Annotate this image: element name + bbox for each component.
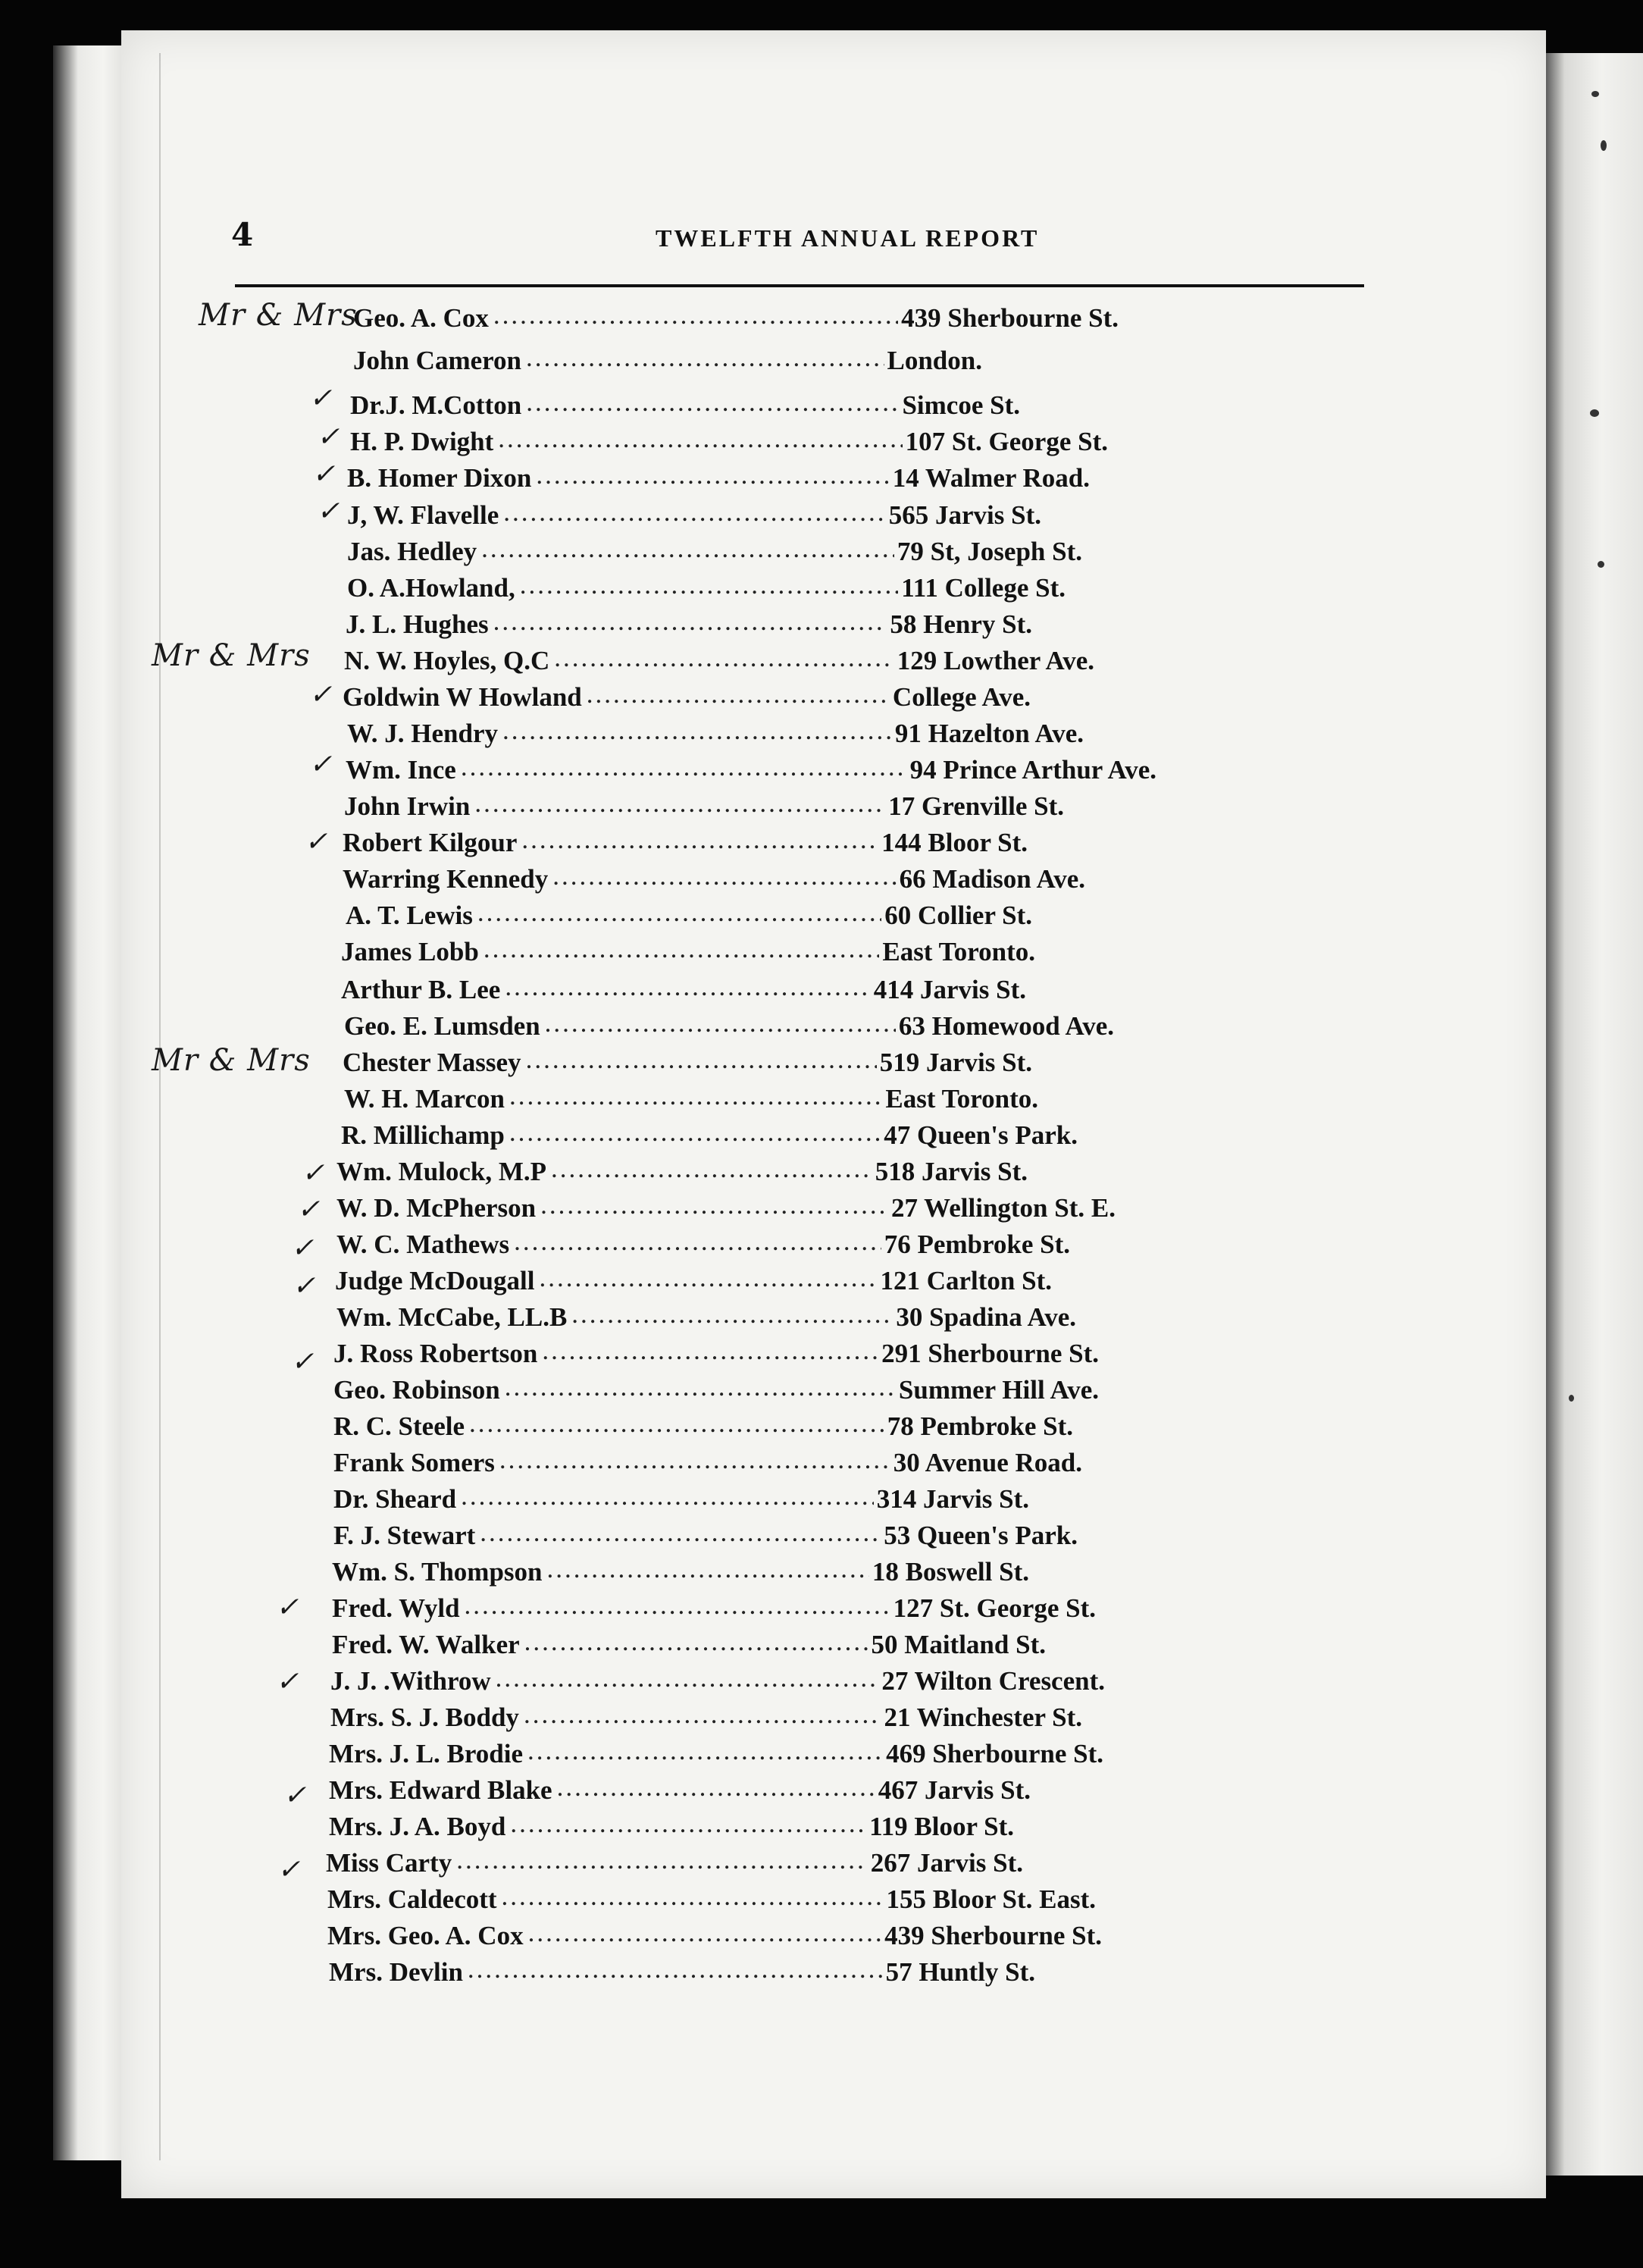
- check-mark-icon: ✓: [302, 1157, 325, 1189]
- entry-name: N. W. Hoyles, Q.C: [344, 646, 550, 675]
- directory-entry: [344, 1084, 1038, 1120]
- entry-address: 60 Collier St.: [884, 901, 1032, 930]
- running-head: TWELFTH ANNUAL REPORT: [656, 224, 1040, 252]
- dot-leader: [545, 1008, 896, 1038]
- dot-leader: [505, 1372, 896, 1402]
- directory-entry: [353, 303, 1119, 340]
- entry-name: Arthur B. Lee: [341, 975, 501, 1004]
- check-mark-icon: ✓: [305, 826, 328, 857]
- dot-leader: [461, 1481, 874, 1511]
- directory-entry: [330, 1666, 1105, 1703]
- entry-address: 91 Hazelton Ave.: [894, 719, 1084, 748]
- entry-name: Judge McDougall: [335, 1266, 535, 1295]
- dot-leader: [480, 1518, 881, 1548]
- entry-name: Goldwin W Howland: [343, 682, 582, 712]
- directory-entry: [347, 537, 1082, 573]
- entry-address: 127 St. George St.: [893, 1593, 1096, 1623]
- directory-entry: [327, 1921, 1102, 1957]
- entry-address: 58 Henry St.: [890, 609, 1032, 639]
- entry-address: 21 Winchester St.: [884, 1703, 1082, 1732]
- check-mark-icon: ✓: [291, 1346, 315, 1377]
- entry-address: 79 St, Joseph St.: [897, 537, 1082, 566]
- dot-leader: [536, 460, 889, 490]
- entry-address: 27 Wellington St. E.: [891, 1193, 1116, 1223]
- entry-name: W. J. Hendry: [347, 719, 499, 748]
- entry-name: Mrs. J. A. Boyd: [329, 1812, 506, 1841]
- entry-name: H. P. Dwight: [350, 427, 494, 456]
- directory-entry: [336, 1302, 1076, 1339]
- dot-leader: [502, 716, 892, 746]
- check-mark-icon: ✓: [277, 1854, 301, 1885]
- directory-entry: [332, 1630, 1046, 1666]
- entry-name: Warring Kennedy: [343, 864, 549, 894]
- entry-address: 17 Grenville St.: [888, 791, 1064, 821]
- dot-leader: [557, 1772, 875, 1803]
- entry-name: Geo. A. Cox: [353, 303, 489, 333]
- dot-leader: [509, 1081, 882, 1111]
- entry-name: W. H. Marcon: [344, 1084, 505, 1114]
- entry-address: 469 Sherbourne St.: [886, 1739, 1103, 1768]
- directory-entry: [346, 755, 1156, 791]
- entry-name: Miss Carty: [326, 1848, 452, 1878]
- directory-entry: [344, 791, 1064, 828]
- check-mark-icon: ✓: [276, 1592, 299, 1623]
- entry-name: Mrs. Geo. A. Cox: [327, 1921, 524, 1950]
- entry-name: Mrs. Edward Blake: [329, 1775, 552, 1805]
- directory-entry: [333, 1521, 1078, 1557]
- entry-address: 439 Sherbourne St.: [901, 303, 1119, 333]
- dot-leader: [547, 1554, 869, 1584]
- entry-name: Geo. Robinson: [333, 1375, 500, 1405]
- dot-leader: [505, 972, 870, 1002]
- entry-address: Simcoe St.: [902, 390, 1020, 420]
- entry-address: 47 Queen's Park.: [884, 1120, 1078, 1150]
- directory-entry: [341, 937, 1035, 973]
- check-mark-icon: ✓: [291, 1233, 315, 1264]
- directory-entry: [343, 828, 1028, 864]
- directory-entry: [347, 573, 1066, 609]
- entry-name: O. A.Howland,: [347, 573, 515, 603]
- dot-leader: [542, 1336, 878, 1366]
- entry-address: 414 Jarvis St.: [873, 975, 1026, 1004]
- entry-name: Wm. Mulock, M.P: [336, 1157, 547, 1186]
- directory-entry: [326, 1848, 1023, 1884]
- directory-entry: [343, 864, 1085, 901]
- directory-entry: [347, 463, 1090, 500]
- directory-entry: [330, 1703, 1082, 1739]
- entry-name: Fred. W. Walker: [332, 1630, 520, 1659]
- dot-leader: [493, 300, 898, 330]
- dot-leader: [552, 861, 896, 891]
- dot-leader: [502, 1881, 884, 1912]
- entry-address: College Ave.: [892, 682, 1031, 712]
- dot-leader: [499, 1445, 890, 1475]
- dot-leader: [540, 1190, 888, 1220]
- dot-leader: [524, 1627, 868, 1657]
- entry-address: 53 Queen's Park.: [884, 1521, 1078, 1550]
- directory-entry: [332, 1593, 1096, 1630]
- directory-entry: [336, 1193, 1116, 1230]
- entry-name: Wm. Ince: [346, 755, 456, 785]
- entry-name: Geo. E. Lumsden: [344, 1011, 540, 1041]
- entry-name: Mrs. Devlin: [329, 1957, 463, 1987]
- directory-entry: [344, 646, 1094, 682]
- directory-entry: [347, 500, 1041, 537]
- entry-name: John Cameron: [353, 346, 522, 375]
- dot-leader: [503, 497, 885, 528]
- entry-name: Mrs. S. J. Boddy: [330, 1703, 519, 1732]
- dot-leader: [498, 424, 902, 454]
- directory-entry: [333, 1411, 1073, 1448]
- directory-entry: [341, 975, 1026, 1011]
- entry-address: 14 Walmer Road.: [892, 463, 1090, 493]
- entry-address: 27 Wilton Crescent.: [881, 1666, 1105, 1696]
- entry-name: J. J. .Withrow: [330, 1666, 491, 1696]
- directory-entry: [343, 682, 1031, 719]
- dot-leader: [456, 1845, 868, 1875]
- dot-leader: [526, 1045, 877, 1075]
- check-mark-icon: ✓: [293, 1270, 316, 1302]
- entry-address: 155 Bloor St. East.: [886, 1884, 1096, 1914]
- directory-entry: [350, 427, 1108, 463]
- dot-leader: [474, 788, 885, 819]
- entry-address: 78 Pembroke St.: [887, 1411, 1073, 1441]
- directory-entry: [329, 1957, 1035, 1994]
- entry-name: James Lobb: [341, 937, 479, 966]
- dot-leader: [526, 387, 899, 418]
- entry-address: 467 Jarvis St.: [878, 1775, 1031, 1805]
- handwritten-note-hoyles: Mr & Mrs: [152, 638, 311, 673]
- dot-leader: [484, 934, 880, 964]
- entry-address: 66 Madison Ave.: [899, 864, 1085, 894]
- dot-leader: [510, 1809, 866, 1839]
- entry-address: 30 Spadina Ave.: [896, 1302, 1076, 1332]
- entry-name: Wm. McCabe, LL.B: [336, 1302, 568, 1332]
- directory-entry: [341, 1120, 1078, 1157]
- dot-leader: [493, 606, 887, 637]
- dot-leader: [477, 897, 881, 928]
- directory-entry: [333, 1484, 1029, 1521]
- entry-address: 565 Jarvis St.: [888, 500, 1041, 530]
- entry-name: Dr.J. M.Cotton: [350, 390, 522, 420]
- entry-address: 519 Jarvis St.: [879, 1048, 1032, 1077]
- dot-leader: [468, 1954, 883, 1984]
- dot-leader: [481, 534, 894, 564]
- entry-name: F. J. Stewart: [333, 1521, 476, 1550]
- dot-leader: [514, 1226, 881, 1257]
- entry-address: 107 St. George St.: [905, 427, 1108, 456]
- entry-name: A. T. Lewis: [346, 901, 473, 930]
- entry-name: Fred. Wyld: [332, 1593, 460, 1623]
- directory-entry: [353, 346, 982, 382]
- entry-address: 50 Maitland St.: [871, 1630, 1046, 1659]
- entry-address: 267 Jarvis St.: [870, 1848, 1023, 1878]
- directory-entry: [329, 1739, 1103, 1775]
- dot-leader: [509, 1117, 881, 1148]
- dot-leader: [524, 1699, 881, 1730]
- check-mark-icon: ✓: [309, 679, 333, 710]
- entry-address: London.: [887, 346, 982, 375]
- entry-name: J. Ross Robertson: [333, 1339, 538, 1368]
- directory-entry: [347, 719, 1084, 755]
- check-mark-icon: ✓: [309, 383, 333, 414]
- directory-entry: [333, 1339, 1099, 1375]
- directory-entry: [333, 1448, 1082, 1484]
- dot-leader: [496, 1663, 879, 1693]
- entry-name: R. C. Steele: [333, 1411, 465, 1441]
- entry-name: Mrs. J. L. Brodie: [329, 1739, 524, 1768]
- check-mark-icon: ✓: [309, 749, 333, 780]
- page-number: 4: [231, 216, 254, 253]
- dot-leader: [521, 825, 878, 855]
- dot-leader: [520, 570, 898, 600]
- dot-leader: [554, 643, 893, 673]
- entry-address: 30 Avenue Road.: [893, 1448, 1082, 1477]
- directory-entry: [335, 1266, 1052, 1302]
- entry-name: Wm. S. Thompson: [332, 1557, 543, 1587]
- entry-address: 121 Carlton St.: [880, 1266, 1052, 1295]
- directory-entry: [329, 1775, 1031, 1812]
- entry-name: John Irwin: [344, 791, 471, 821]
- entry-address: 518 Jarvis St.: [875, 1157, 1028, 1186]
- entry-name: J, W. Flavelle: [347, 500, 499, 530]
- entry-name: Dr. Sheard: [333, 1484, 457, 1514]
- dot-leader: [528, 1918, 882, 1948]
- entry-address: 119 Bloor St.: [869, 1812, 1014, 1841]
- dot-leader: [551, 1154, 872, 1184]
- entry-address: Summer Hill Ave.: [898, 1375, 1099, 1405]
- directory-entry: [333, 1375, 1099, 1411]
- directory-entry: [332, 1557, 1029, 1593]
- entry-name: B. Homer Dixon: [347, 463, 532, 493]
- handwritten-note-cox: Mr & Mrs: [199, 298, 358, 333]
- entry-address: 94 Prince Arthur Ave.: [909, 755, 1156, 785]
- check-mark-icon: ✓: [312, 459, 336, 490]
- dot-leader: [461, 752, 907, 782]
- entry-name: W. C. Mathews: [336, 1230, 510, 1259]
- dot-leader: [526, 343, 884, 373]
- check-mark-icon: ✓: [297, 1194, 321, 1225]
- entry-name: Mrs. Caldecott: [327, 1884, 497, 1914]
- entry-address: 57 Huntly St.: [885, 1957, 1035, 1987]
- entry-name: Jas. Hedley: [347, 537, 477, 566]
- entry-address: 18 Boswell St.: [872, 1557, 1029, 1587]
- check-mark-icon: ✓: [317, 421, 340, 453]
- directory-entry: [336, 1157, 1028, 1193]
- dot-leader: [527, 1736, 883, 1766]
- entry-name: Frank Somers: [333, 1448, 495, 1477]
- directory-entry: [327, 1884, 1096, 1921]
- directory-entry: [343, 1048, 1032, 1084]
- dot-leader: [539, 1263, 877, 1293]
- entry-address: 291 Sherbourne St.: [881, 1339, 1099, 1368]
- entry-address: 63 Homewood Ave.: [898, 1011, 1114, 1041]
- directory-entry: [344, 1011, 1114, 1048]
- entry-address: 439 Sherbourne St.: [884, 1921, 1102, 1950]
- entry-name: J. L. Hughes: [346, 609, 489, 639]
- entry-name: W. D. McPherson: [336, 1193, 537, 1223]
- handwritten-note-massey: Mr & Mrs: [152, 1043, 311, 1078]
- directory-entry: [350, 390, 1020, 427]
- entry-address: East Toronto.: [885, 1084, 1038, 1114]
- dot-leader: [465, 1590, 890, 1621]
- check-mark-icon: ✓: [283, 1780, 307, 1811]
- directory-entry: [346, 609, 1032, 646]
- directory-entry: [336, 1230, 1070, 1266]
- directory-entry: [346, 901, 1032, 937]
- check-mark-icon: ✓: [317, 496, 340, 527]
- dot-leader: [571, 1299, 893, 1330]
- check-mark-icon: ✓: [276, 1666, 299, 1697]
- entry-address: 76 Pembroke St.: [884, 1230, 1070, 1259]
- entry-address: 111 College St.: [901, 573, 1066, 603]
- entry-address: 144 Bloor St.: [881, 828, 1028, 857]
- entry-address: 129 Lowther Ave.: [897, 646, 1094, 675]
- entry-name: Robert Kilgour: [343, 828, 518, 857]
- entry-name: Chester Massey: [343, 1048, 521, 1077]
- entry-address: 314 Jarvis St.: [876, 1484, 1029, 1514]
- entry-address: East Toronto.: [882, 937, 1035, 966]
- dot-leader: [587, 679, 890, 710]
- directory-entry: [329, 1812, 1014, 1848]
- dot-leader: [469, 1408, 884, 1439]
- entry-name: R. Millichamp: [341, 1120, 505, 1150]
